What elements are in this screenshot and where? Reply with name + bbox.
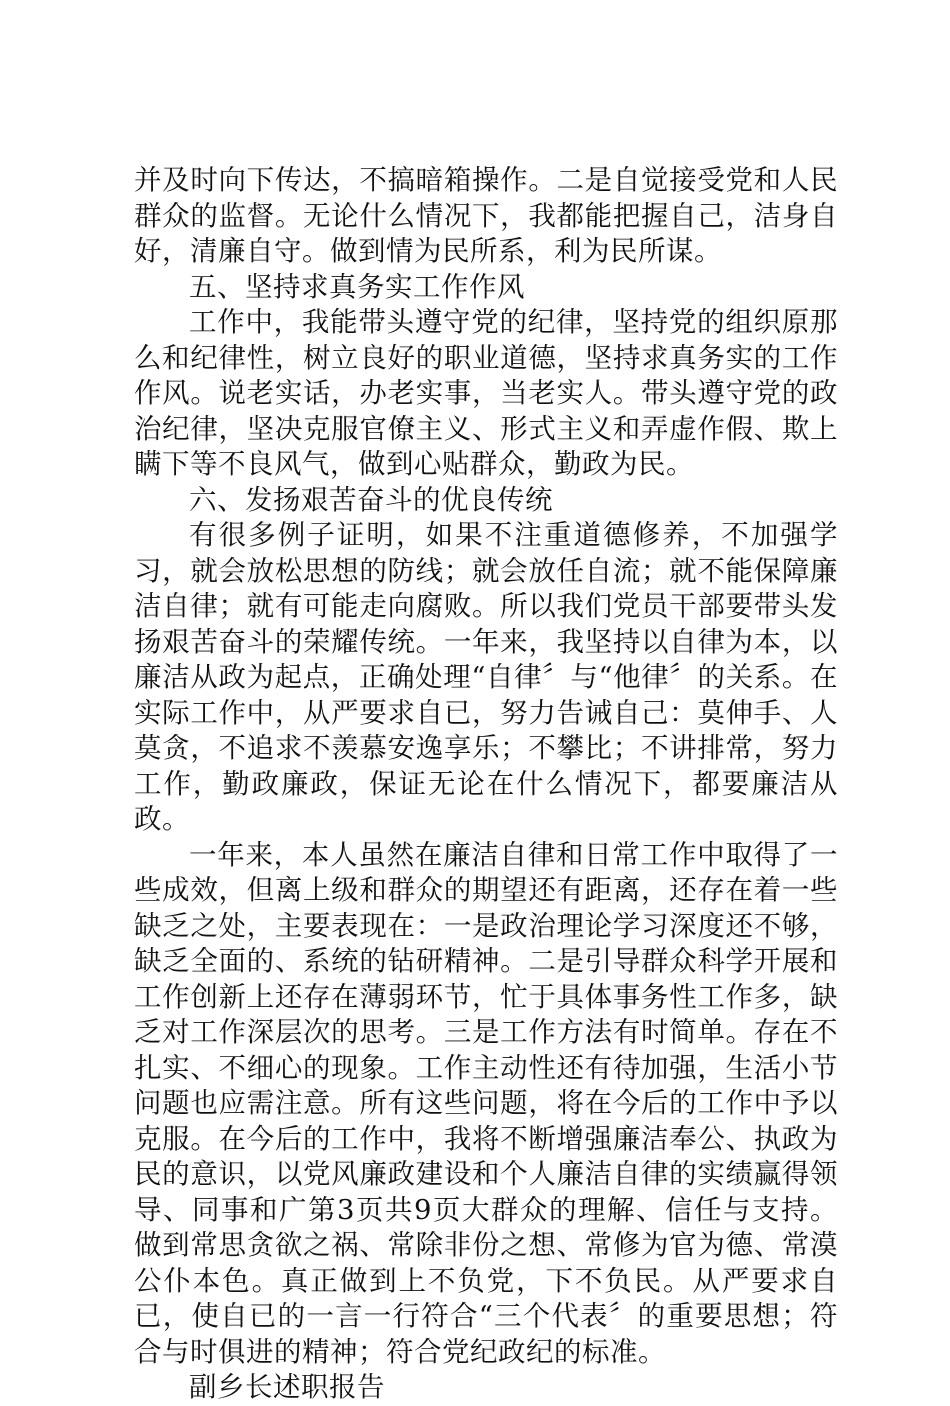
paragraph-continuation: 并及时向下传达，不搞暗箱操作。二是自觉接受党和人民群众的监督。无论什么情况下，我都能把握自己，洁身自好，清廉自守。做到情为民所系，利为民所谋。 <box>134 164 838 267</box>
section-heading-five: 五、坚持求真务实工作作风 <box>189 270 525 303</box>
report-title-next: 副乡长述职报告 <box>189 1371 385 1403</box>
paragraph-hard-work: 有很多例子证明，如果不注重道德修养，不加强学习，就会放松思想的防线；就会放任自流；就不能保障廉洁自律；就有可能走向腐败。所以我们党员干部要带头发扬艰苦奋斗的荣耀传统。一年来，我坚持以自律为本，以廉洁从政为起点，正确处理“自律〞与“他律〞的关系。在实际工作中，从严要求自已，努力告诫自己：莫伸手、人莫贪，不追求不羡慕安逸享乐；不攀比；不讲排常，努力工作，勤政廉政，保证无论在什么情况下，都要廉洁从政。 <box>134 519 838 835</box>
section-heading-six: 六、发扬艰苦奋斗的优良传统 <box>189 483 553 516</box>
document-body <box>134 163 838 1406</box>
paragraph-work-style: 工作中，我能带头遵守党的纪律，坚持党的组织原那么和纪律性，树立良好的职业道德，坚持求真务实的工作作风。说老实话，办老实事，当老实人。带头遵守党的政治纪律，坚决克服官僚主义、形式主义和弄虚作假、欺上瞒下等不良风气，做到心贴群众，勤政为民。 <box>134 306 838 480</box>
paragraph-shortcomings: 一年来，本人虽然在廉洁自律和日常工作中取得了一些成效，但离上级和群众的期望还有距离，还存在着一些缺乏之处，主要表现在：一是政治理论学习深度还不够，缺乏全面的、系统的钻研精神。二是引导群众科学开展和工作创新上还存在薄弱环节，忙于具体事务性工作多，缺乏对工作深层次的思考。三是工作方法有时简单。存在不扎实、不细心的现象。工作主动性还有待加强，生活小节问题也应需注意。所有这些问题，将在今后的工作中予以克服。在今后的工作中，我将不断增强廉洁奉公、执政为民的意识，以党风廉政建设和个人廉洁自律的实绩赢得领导、同事和广第3页共9页大群众的理解、信任与支持。做到常思贪欲之祸、常除非份之想、常修为官为德、常漠公仆本色。真正做到上不负党，下不负民。从严要求自已，使自已的一言一行符合“三个代表〞的重要思想；符合与时俱进的精神；符合党纪政纪的标准。 <box>134 838 838 1368</box>
